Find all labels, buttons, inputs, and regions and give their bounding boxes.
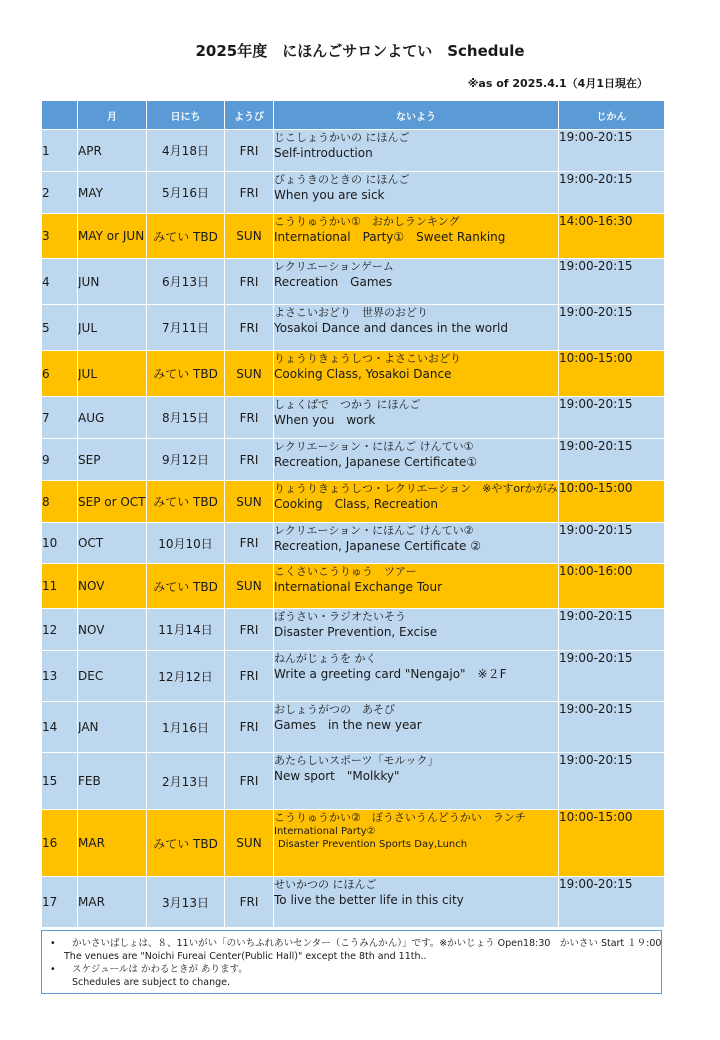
row-date: 10月10日 <box>147 523 225 564</box>
page-title: 2025年度 にほんごサロンよてい Schedule <box>195 42 525 60</box>
row-month: MAR <box>78 810 147 877</box>
table-row <box>42 397 665 439</box>
content-en: Recreation, Japanese Certificate ② <box>274 539 482 553</box>
row-day: FRI <box>225 609 274 651</box>
content-en: Cooking Class, Recreation <box>274 497 438 511</box>
row-day: SUN <box>225 810 274 877</box>
table-row <box>42 214 665 259</box>
header-date: 日にち <box>147 101 225 130</box>
row-content <box>274 481 559 523</box>
header-day: ようび <box>225 101 274 130</box>
row-number: 1 <box>42 130 78 172</box>
row-day: SUN <box>225 214 274 259</box>
table-row <box>42 130 665 172</box>
content-en: Cooking Class, Yosakoi Dance <box>274 367 452 381</box>
content-en: Yosakoi Dance and dances in the world <box>274 321 509 335</box>
row-day: SUN <box>225 564 274 609</box>
row-date: 1月16日 <box>147 702 225 753</box>
table-row <box>42 172 665 214</box>
content-jp: こうりゅうかい② ぼうさいうんどうかい ランチ <box>274 811 526 824</box>
row-number: 2 <box>42 172 78 214</box>
row-number: 3 <box>42 214 78 259</box>
row-day: FRI <box>225 753 274 810</box>
row-content <box>274 564 559 609</box>
content-jp: びょうきのときの にほんご <box>274 173 410 186</box>
header-content: ないよう <box>274 101 559 130</box>
table-row <box>42 753 665 810</box>
table-header-row <box>42 101 665 130</box>
row-time: 19:00-20:15 <box>559 172 665 214</box>
row-date: 12月12日 <box>147 651 225 702</box>
row-time: 19:00-20:15 <box>559 130 665 172</box>
row-date: 9月12日 <box>147 439 225 481</box>
row-day: FRI <box>225 702 274 753</box>
row-month: DEC <box>78 651 147 702</box>
row-content <box>274 702 559 753</box>
content-en: Self-introduction <box>274 146 373 160</box>
row-day: FRI <box>225 651 274 702</box>
row-content <box>274 523 559 564</box>
row-month: JAN <box>78 702 147 753</box>
row-number: 5 <box>42 305 78 351</box>
row-number: 14 <box>42 702 78 753</box>
row-content <box>274 351 559 397</box>
content-jp: レクリエーション・にほんご けんてい② <box>274 524 474 537</box>
change-note-jp: スケジュールは かわるときが あります。 <box>72 964 248 975</box>
row-day: SUN <box>225 351 274 397</box>
header-time: じかん <box>559 101 665 130</box>
row-content <box>274 651 559 702</box>
content-en: International Party① Sweet Ranking <box>274 230 506 244</box>
row-day: FRI <box>225 259 274 305</box>
row-day: SUN <box>225 481 274 523</box>
content-en: Disaster Prevention, Excise <box>274 625 438 639</box>
row-number: 16 <box>42 810 78 877</box>
row-time: 19:00-20:15 <box>559 259 665 305</box>
row-month: AUG <box>78 397 147 439</box>
table-row <box>42 702 665 753</box>
row-content <box>274 877 559 928</box>
row-month: OCT <box>78 523 147 564</box>
content-jp: りょうりきょうしつ・レクリエーション ※やすorかがみ <box>274 482 558 495</box>
row-content <box>274 172 559 214</box>
row-day: FRI <box>225 172 274 214</box>
row-date: 7月11日 <box>147 305 225 351</box>
row-number: 12 <box>42 609 78 651</box>
row-time: 19:00-20:15 <box>559 651 665 702</box>
row-date: 8月15日 <box>147 397 225 439</box>
table-row <box>42 564 665 609</box>
table-row <box>42 609 665 651</box>
content-jp: こくさいこうりゅう ツアー <box>274 565 417 578</box>
notes-box <box>41 930 662 994</box>
row-number: 10 <box>42 523 78 564</box>
row-month: FEB <box>78 753 147 810</box>
table-row <box>42 877 665 928</box>
content-jp: ぼうさい・ラジオたいそう <box>274 610 406 623</box>
row-day: FRI <box>225 397 274 439</box>
content-jp: せいかつの にほんご <box>274 878 377 891</box>
row-time: 19:00-20:15 <box>559 877 665 928</box>
row-date: 5月16日 <box>147 172 225 214</box>
content-jp: りょうりきょうしつ・よさこいおどり <box>274 352 461 365</box>
content-jp: こうりゅうかい① おかしランキング <box>274 215 460 228</box>
content-jp: じこしょうかいの にほんご <box>274 131 410 144</box>
row-month: NOV <box>78 564 147 609</box>
row-month: MAR <box>78 877 147 928</box>
row-time: 19:00-20:15 <box>559 702 665 753</box>
row-time: 10:00-16:00 <box>559 564 665 609</box>
content-jp: よさこいおどり 世界のおどり <box>274 306 428 319</box>
row-date: 3月13日 <box>147 877 225 928</box>
bullet-icon: • <box>50 964 56 975</box>
row-date: みてい TBD <box>147 351 225 397</box>
as-of-date: ※as of 2025.4.1（4月1日現在） <box>467 77 648 90</box>
row-content <box>274 130 559 172</box>
row-date: 2月13日 <box>147 753 225 810</box>
row-date: 11月14日 <box>147 609 225 651</box>
table-row <box>42 651 665 702</box>
row-month: APR <box>78 130 147 172</box>
row-day: FRI <box>225 439 274 481</box>
row-date: みてい TBD <box>147 564 225 609</box>
row-content <box>274 397 559 439</box>
row-time: 14:00-16:30 <box>559 214 665 259</box>
row-number: 9 <box>42 439 78 481</box>
row-number: 4 <box>42 259 78 305</box>
row-content <box>274 305 559 351</box>
table-row <box>42 439 665 481</box>
row-month: NOV <box>78 609 147 651</box>
row-time: 10:00-15:00 <box>559 351 665 397</box>
row-time: 19:00-20:15 <box>559 397 665 439</box>
header-month: 月 <box>78 101 147 130</box>
row-number: 6 <box>42 351 78 397</box>
table-row <box>42 351 665 397</box>
row-time: 10:00-15:00 <box>559 810 665 877</box>
content-jp: レクリエーションゲーム <box>274 260 394 273</box>
row-month: JUL <box>78 351 147 397</box>
row-date: みてい TBD <box>147 481 225 523</box>
change-note-en: Schedules are subject to change. <box>72 977 230 988</box>
content-en: Write a greeting card "Nengajo" ※２F <box>274 667 507 681</box>
row-time: 19:00-20:15 <box>559 439 665 481</box>
content-en: International Party② <box>274 826 376 837</box>
row-content <box>274 753 559 810</box>
row-month: SEP or OCT <box>78 481 147 523</box>
row-number: 13 <box>42 651 78 702</box>
row-time: 10:00-15:00 <box>559 481 665 523</box>
row-content <box>274 810 559 877</box>
bullet-icon: • <box>50 938 56 949</box>
content-en: Recreation, Japanese Certificate① <box>274 455 478 469</box>
table-row <box>42 810 665 877</box>
content-en: When you are sick <box>274 188 385 202</box>
row-date: 4月18日 <box>147 130 225 172</box>
row-day: FRI <box>225 877 274 928</box>
row-day: FRI <box>225 305 274 351</box>
content-en-2: Disaster Prevention Sports Day,Lunch <box>278 839 468 850</box>
row-time: 19:00-20:15 <box>559 609 665 651</box>
content-en: International Exchange Tour <box>274 580 443 594</box>
header-no <box>42 101 78 130</box>
content-en: When you work <box>274 413 376 427</box>
row-number: 11 <box>42 564 78 609</box>
row-time: 19:00-20:15 <box>559 523 665 564</box>
row-content <box>274 439 559 481</box>
schedule-table <box>41 100 665 928</box>
content-en: To live the better life in this city <box>274 893 464 907</box>
content-jp: ねんがじょうを かく <box>274 652 377 665</box>
row-day: FRI <box>225 130 274 172</box>
content-en: Recreation Games <box>274 275 393 289</box>
row-content <box>274 609 559 651</box>
venue-note-en: The venues are "Noichi Fureai Center(Public Hall)" except the 8th and 11th.. <box>64 951 427 962</box>
row-date: みてい TBD <box>147 810 225 877</box>
content-jp: しょくばで つかう にほんご <box>274 398 421 411</box>
row-content <box>274 259 559 305</box>
table-row <box>42 259 665 305</box>
row-number: 17 <box>42 877 78 928</box>
row-number: 7 <box>42 397 78 439</box>
venue-note-jp: かいさいばしょは、８、11いがい「のいちふれあいセンター（こうみんかん）」です。※かいじょう Open18:30 かいさい Start １９:00 <box>72 938 662 949</box>
row-month: JUL <box>78 305 147 351</box>
row-month: MAY <box>78 172 147 214</box>
table-row <box>42 305 665 351</box>
row-number: 8 <box>42 481 78 523</box>
row-month: MAY or JUN <box>78 214 147 259</box>
content-jp: レクリエーション・にほんご けんてい① <box>274 440 474 453</box>
row-date: 6月13日 <box>147 259 225 305</box>
table-row <box>42 481 665 523</box>
row-time: 19:00-20:15 <box>559 753 665 810</box>
content-en: Games in the new year <box>274 718 422 732</box>
content-jp: あたらしいスポーツ「モルック」 <box>274 754 439 767</box>
row-content <box>274 214 559 259</box>
row-number: 15 <box>42 753 78 810</box>
row-month: SEP <box>78 439 147 481</box>
content-jp: おしょうがつの あそび <box>274 703 395 716</box>
row-month: JUN <box>78 259 147 305</box>
table-row <box>42 523 665 564</box>
row-date: みてい TBD <box>147 214 225 259</box>
content-en: New sport "Molkky" <box>274 769 400 783</box>
row-day: FRI <box>225 523 274 564</box>
row-time: 19:00-20:15 <box>559 305 665 351</box>
